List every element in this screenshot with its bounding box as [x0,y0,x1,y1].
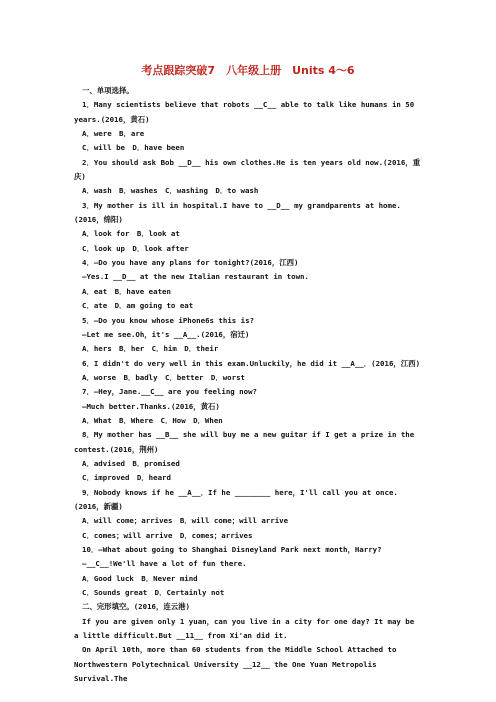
page-title: 考点跟踪突破7 八年级上册 Units 4～6 [141,64,355,77]
options-8b: C．improved D．heard [82,473,171,483]
options-3b: C．look up D．look after [82,243,189,253]
options-1b: C．will be D．have been [82,143,185,153]
question-9: 9．Nobody knows if he __A__．If he ________ here，I'll call you at once.(2016，新疆) [74,487,398,511]
question-6: 6．I didn't do very well in this exam.Unluckily，he did it __A__．(2016，江西) [82,358,421,368]
options-10b: C．Sounds great D．Certainly not [82,588,225,598]
question-10-reply: —__C__!We'll have a lot of fun there. [82,559,247,569]
question-5-reply: —Let me see.Oh，it's __A__.(2016，宿迁) [82,329,250,339]
options-4b: C．ate D．am going to eat [82,301,194,311]
section-heading-2: 二、完形填空。(2016，连云港) [82,602,190,612]
options-6: A．worse B．badly C．better D．worst [82,372,245,382]
question-7-reply: —Much better.Thanks.(2016，黄石) [82,401,220,411]
question-10: 10．—What about going to Shanghai Disneyland Park next month，Harry? [82,545,382,554]
options-8a: A．advised B．promised [82,458,180,468]
question-4-reply: —Yes.I __D__ at the new Italian restaurant in town. [82,272,309,282]
options-9b: C．comes；will arrive D．comes；arrives [82,530,253,540]
options-7: A．What B．Where C．How D．When [82,415,223,425]
question-5: 5．—Do you know whose iPhone6s this is? [82,315,255,325]
options-5: A．hers B．her C．him D．their [82,344,219,354]
question-2: 2．You should ask Bob __D__ his own clothes.He is ten years old now.(2016，重庆) [74,157,421,182]
options-1a: A．were B．are [82,129,145,139]
options-10a: A．Good luck B．Never mind [82,573,198,583]
options-9a: A．will come；arrives B．will come；will arrive [82,516,289,526]
exercise-content [74,84,422,686]
section-heading-1: 一、单项选择。 [82,86,134,95]
options-3a: A．look for B．look at [82,229,180,239]
passage-paragraph-2: On April 10th，more than 60 students from the Middle School Attached to Northwestern Polytechnical University __12__ the One Yuan Metropolis Survival.The [74,645,397,684]
passage-paragraph-1: If you are given only 1 yuan，can you live in a city for one day? It may be a little difficult.But __11__ from Xi'an did it. [74,616,415,641]
question-3: 3．My mother is ill in hospital.I have to __D__ my grandparents at home.(2016，绵阳) [74,200,401,225]
question-1: 1．Many scientists believe that robots __C__ able to talk like humans in 50 years.(2016，黄石) [74,100,415,124]
options-2: A．wash B．washes C．washing D．to wash [82,186,259,196]
question-8: 8．My mother has __B__ she will buy me a new guitar if I get a prize in the contest.(2016，荆州) [74,430,415,454]
question-7: 7．—Hey，Jane.__C__ are you feeling now? [82,387,257,397]
options-4a: A．eat B．have eaten [82,286,171,296]
question-4: 4．—Do you have any plans for tonight?(2016，江西) [82,258,299,268]
